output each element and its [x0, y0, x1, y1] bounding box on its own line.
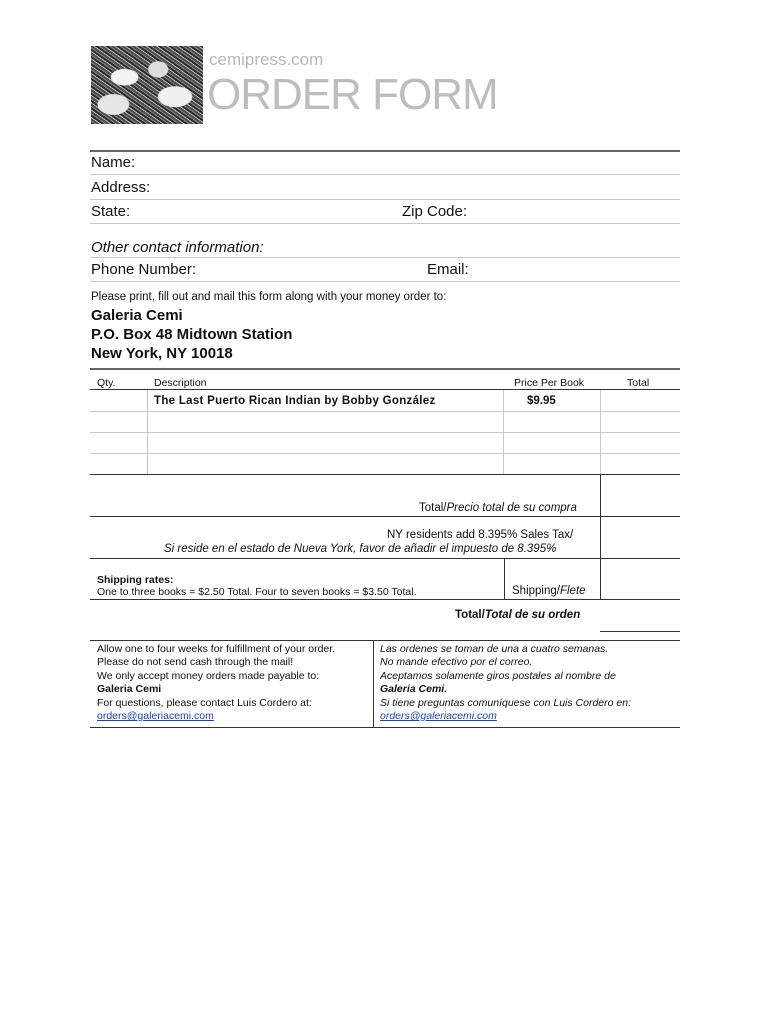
order-total-label-en: Total/ — [455, 609, 485, 621]
mailing-address — [91, 306, 292, 363]
notes-english — [97, 643, 335, 723]
note-line: For questions, please contact Luis Cordero at: — [97, 696, 312, 709]
page-title: ORDER FORM — [207, 70, 498, 119]
payee-name: Galeria Cemi. — [380, 683, 448, 696]
column-divider — [504, 559, 505, 599]
name-label: Name: — [91, 154, 136, 171]
table-row[interactable] — [90, 411, 680, 412]
address-label: Address: — [91, 179, 151, 196]
col-header-description: Description — [154, 377, 207, 389]
address-field-line[interactable] — [90, 199, 680, 200]
table-row[interactable] — [90, 432, 680, 433]
order-total-label — [455, 609, 580, 621]
shipping-rates-title: Shipping rates: — [97, 574, 174, 586]
shipping-label-en: Shipping/ — [512, 585, 560, 597]
notes-top-border — [90, 640, 680, 641]
name-field-line[interactable] — [90, 174, 680, 175]
totals-column-divider — [600, 475, 601, 599]
contact-email-link[interactable]: orders@galeriacemi.com — [380, 710, 497, 723]
email-label: Email: — [427, 261, 469, 278]
notes-divider — [373, 641, 374, 727]
state-field-line[interactable] — [90, 223, 680, 224]
tax-label-en: NY residents add 8.395% Sales Tax/ — [387, 529, 574, 541]
note-line: Si tiene preguntas comuníquese con Luis Cordero en: — [380, 696, 631, 709]
item-description: The Last Puerto Rican Indian by Bobby González — [154, 395, 436, 407]
instructions-text: Please print, fill out and mail this form along with your money order to: — [91, 291, 447, 303]
divider — [90, 599, 680, 600]
payee-name: Galeria Cemi — [97, 683, 162, 696]
col-header-total: Total — [627, 377, 650, 389]
phone-field-line[interactable] — [90, 281, 680, 282]
notes-bottom-border — [90, 727, 680, 728]
phone-label: Phone Number: — [91, 261, 197, 278]
shipping-label-es: Flete — [559, 585, 586, 597]
divider — [90, 558, 680, 559]
order-total-field-line[interactable] — [600, 631, 680, 632]
subtotal-label-en: Total/ — [419, 502, 447, 514]
note-line: Las ordenes se toman de una a cuatro semanas. — [380, 643, 609, 655]
site-name: cemipress.com — [209, 50, 324, 69]
divider — [90, 516, 680, 517]
col-header-price: Price Per Book — [514, 377, 585, 389]
state-label: State: — [91, 203, 131, 220]
note-line: Allow one to four weeks for fulfillment of your order. — [97, 643, 336, 655]
table-top-border — [90, 368, 680, 370]
logo-image — [91, 46, 203, 124]
address-line: P.O. Box 48 Midtown Station — [91, 326, 293, 343]
zip-label: Zip Code: — [402, 203, 468, 220]
notes-spanish — [380, 643, 631, 723]
shipping-rates-text: One to three books = $2.50 Total. Four to seven books = $3.50 Total. — [97, 586, 417, 598]
table-row[interactable] — [90, 453, 680, 454]
order-total-label-es: Total de su orden — [484, 609, 581, 621]
table-header-border — [90, 389, 680, 390]
other-contact-heading: Other contact information: — [91, 239, 264, 256]
tax-label-es: Si reside en el estado de Nueva York, favor de añadir el impuesto de 8.395% — [164, 543, 557, 555]
address-line: Galeria Cemi — [91, 307, 183, 324]
note-line: Aceptamos solamente giros postales al nombre de — [380, 669, 616, 682]
contact-email-link[interactable]: orders@galeriacemi.com — [97, 710, 214, 723]
note-line: No mande efectivo por el correo. — [380, 656, 533, 669]
address-line: New York, NY 10018 — [91, 345, 233, 362]
col-header-qty: Qty. — [97, 377, 116, 389]
subtotal-label — [419, 502, 577, 514]
item-price: $9.95 — [527, 395, 556, 407]
table-bottom-border — [90, 474, 680, 475]
divider — [90, 150, 680, 152]
note-line: We only accept money orders made payable to: — [97, 669, 320, 682]
divider — [90, 257, 680, 258]
subtotal-label-es: Precio total de su compra — [446, 502, 577, 514]
note-line: Please do not send cash through the mail! — [97, 656, 294, 669]
shipping-label — [512, 585, 586, 597]
